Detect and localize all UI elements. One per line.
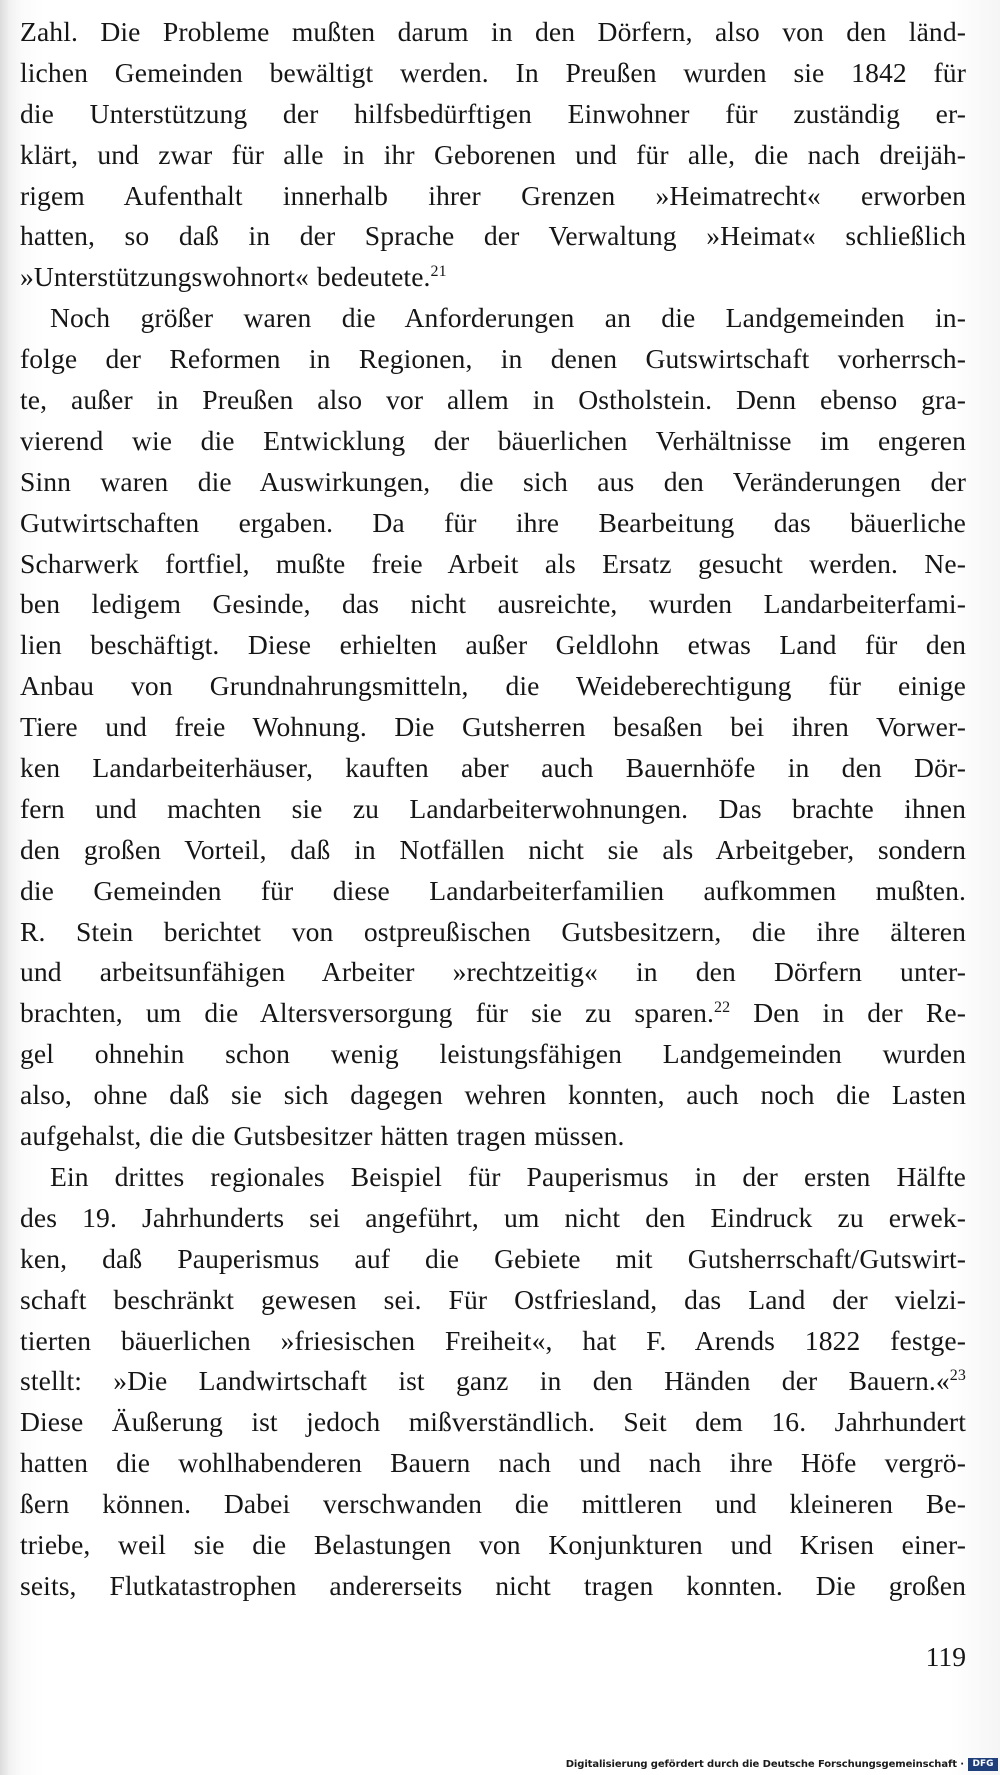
- text-line-tail: Den in der Re-: [730, 997, 966, 1029]
- text-line: [20, 1361, 966, 1402]
- text-line-content: stellt: »Die Landwirtschaft ist ganz in den Händen der Bauern.«: [20, 1365, 950, 1397]
- text-line: hatten die wohlhabenderen Bauern nach und nach ihre Höfe vergrö-: [20, 1447, 966, 1479]
- text-line: lichen Gemeinden bewältigt werden. In Preußen wurden sie 1842 für: [20, 56, 966, 88]
- text-line: Gutwirtschaften ergaben. Da für ihre Bearbeitung das bäuerliche: [20, 506, 966, 538]
- text-line: triebe, weil sie die Belastungen von Konjunkturen und Krisen einer-: [20, 1528, 966, 1560]
- text-line: aufgehalst, die die Gutsbesitzer hätten tragen müssen.: [20, 1120, 625, 1152]
- text-line: seits, Flutkatastrophen andererseits nicht tragen konnten. Die großen: [20, 1569, 966, 1601]
- text-line: den großen Vorteil, daß in Notfällen nicht sie als Arbeitgeber, sondern: [20, 833, 966, 865]
- footnote-ref-22: 22: [714, 999, 731, 1017]
- text-line: Anbau von Grundnahrungsmitteln, die Weideberechtigung für einige: [20, 670, 966, 702]
- text-line: Scharwerk fortfiel, mußte freie Arbeit als Ersatz gesucht werden. Ne-: [20, 547, 966, 579]
- text-line: und arbeitsunfähigen Arbeiter »rechtzeitig« in den Dörfern unter-: [20, 956, 966, 988]
- text-line: Sinn waren die Auswirkungen, die sich aus den Veränderungen der: [20, 465, 966, 497]
- dfg-logo: DFG: [968, 1758, 998, 1771]
- text-line: lien beschäftigt. Diese erhielten außer Geldlohn etwas Land für den: [20, 629, 966, 661]
- body-text: [20, 12, 966, 1607]
- page-number: 119: [925, 1641, 966, 1672]
- text-line-content: »Unterstützungswohnort« bedeutete.: [20, 261, 431, 293]
- text-line: Zahl. Die Probleme mußten darum in den Dörfern, also von den länd-: [20, 16, 966, 47]
- text-line: schaft beschränkt gewesen sei. Für Ostfriesland, das Land der vielzi-: [20, 1283, 966, 1315]
- text-line: R. Stein berichtet von ostpreußischen Gutsbesitzern, die ihre älteren: [20, 915, 966, 947]
- text-line: [20, 257, 966, 298]
- text-line: die Gemeinden für diese Landarbeiterfamilien aufkommen mußten.: [20, 874, 966, 906]
- text-line: hatten, so daß in der Sprache der Verwaltung »Heimat« schließlich: [20, 220, 966, 252]
- footnote-ref-21: 21: [430, 263, 447, 281]
- paragraph-start-line: Ein drittes regionales Beispiel für Pauperismus in der ersten Hälfte: [50, 1160, 966, 1192]
- text-line-content: brachten, um die Altersversorgung für sie zu sparen.: [20, 997, 714, 1029]
- text-line: fern und machten sie zu Landarbeiterwohnungen. Das brachte ihnen: [20, 792, 966, 824]
- text-line: also, ohne daß sie sich dagegen wehren konnten, auch noch die Lasten: [20, 1079, 966, 1111]
- text-line: folge der Reformen in Regionen, in denen Gutswirtschaft vorherrsch-: [20, 343, 966, 375]
- text-line: ben ledigem Gesinde, das nicht ausreichte, wurden Landarbeiterfami-: [20, 588, 966, 620]
- text-line: gel ohnehin schon wenig leistungsfähigen Landgemeinden wurden: [20, 1038, 966, 1070]
- text-line: [20, 993, 966, 1034]
- text-line: tierten bäuerlichen »friesischen Freiheit«, hat F. Arends 1822 festge-: [20, 1324, 966, 1356]
- digitization-credit: Digitalisierung gefördert durch die Deutsche Forschungsgemeinschaft ·: [565, 1759, 964, 1770]
- text-line: ken Landarbeiterhäuser, kauften aber auch Bauernhöfe in den Dör-: [20, 752, 966, 784]
- text-line: klärt, und zwar für alle in ihr Geborenen und für alle, die nach dreijäh-: [20, 138, 966, 170]
- text-line: rigem Aufenthalt innerhalb ihrer Grenzen »Heimatrecht« erworben: [20, 179, 966, 211]
- paragraph-start-line: Noch größer waren die Anforderungen an die Landgemeinden in-: [50, 302, 966, 334]
- text-line: des 19. Jahrhunderts sei angeführt, um nicht den Eindruck zu erwek-: [20, 1201, 966, 1233]
- text-line: te, außer in Preußen also vor allem in Ostholstein. Denn ebenso gra-: [20, 384, 966, 416]
- text-line: ßern können. Dabei verschwanden die mittleren und kleineren Be-: [20, 1488, 966, 1520]
- footnote-ref-23: 23: [949, 1367, 966, 1385]
- text-line: die Unterstützung der hilfsbedürftigen Einwohner für zuständig er-: [20, 97, 966, 129]
- text-line: ken, daß Pauperismus auf die Gebiete mit Gutsherrschaft/Gutswirt-: [20, 1242, 966, 1274]
- text-line: Diese Äußerung ist jedoch mißverständlich. Seit dem 16. Jahrhundert: [20, 1406, 966, 1438]
- text-line: vierend wie die Entwicklung der bäuerlichen Verhältnisse im engeren: [20, 424, 966, 456]
- text-line: Tiere und freie Wohnung. Die Gutsherren besaßen bei ihren Vorwer-: [20, 711, 966, 743]
